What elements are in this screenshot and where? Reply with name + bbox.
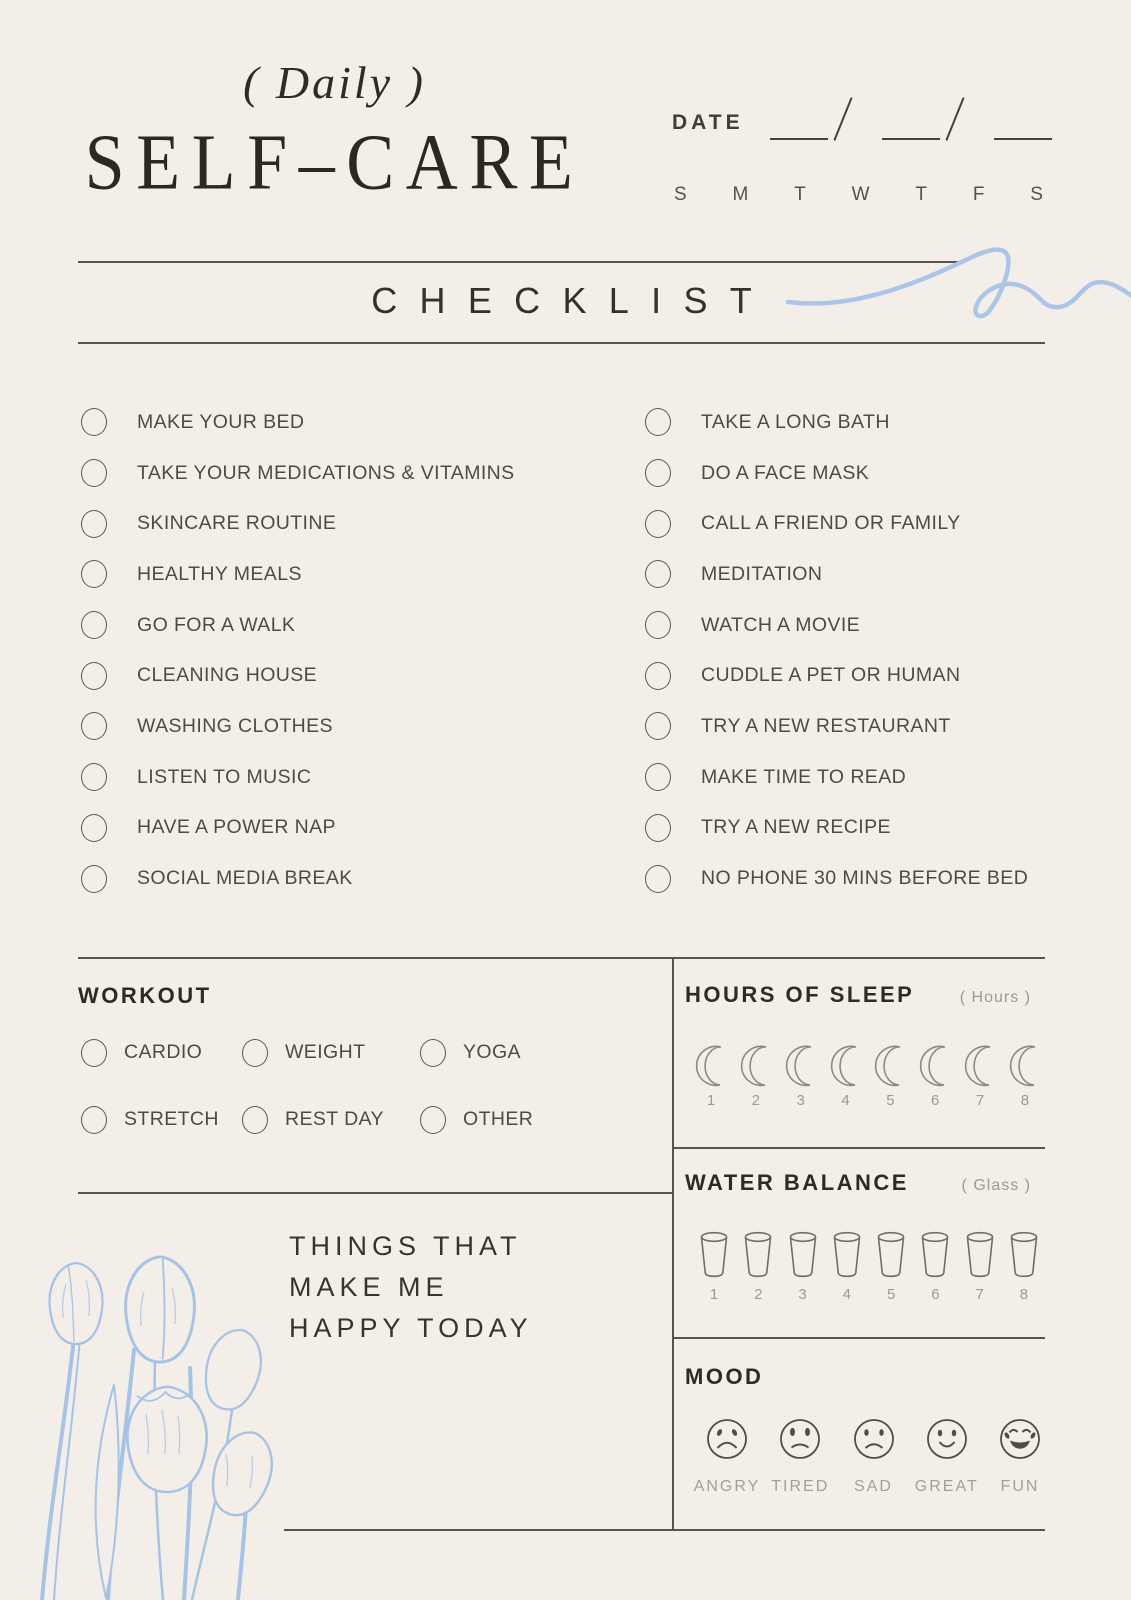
workout-option [239,1106,417,1134]
checklist-item-label: TRY A NEW RESTAURANT [701,714,951,737]
date-blank-month[interactable] [882,138,940,140]
checklist-item [642,650,1028,701]
water-scale-number: 3 [798,1286,807,1303]
checklist-item-label: MAKE YOUR BED [137,410,305,433]
mood-tracker [693,1417,1043,1496]
weekday[interactable]: S [1030,184,1044,205]
squiggle-decoration [778,238,1131,330]
sleep-water-divider [672,1147,1045,1149]
glass-icon[interactable] [698,1230,730,1285]
checklist-item [642,600,1028,651]
sleep-scale-number: 2 [751,1092,761,1109]
glass-icon[interactable] [919,1230,951,1285]
weekday-row [674,184,1044,206]
checklist-item-label: HAVE A POWER NAP [137,816,336,839]
checkbox-circle[interactable] [645,763,671,791]
checklist-item-label: HEALTHY MEALS [137,562,302,585]
checklist-item [642,701,1028,752]
checklist-item [78,650,515,701]
workout-option [239,1039,417,1067]
checkbox-circle[interactable] [81,408,107,436]
checkbox-circle[interactable] [645,712,671,740]
glass-icon[interactable] [875,1230,907,1285]
checklist-item-label: CUDDLE A PET OR HUMAN [701,664,961,687]
checklist-item-label: WATCH A MOVIE [701,613,861,636]
brand-subtitle: ( Daily ) [243,57,426,108]
water-scale-number: 8 [1019,1286,1029,1303]
weekday[interactable]: S [674,184,688,205]
date-blank-year[interactable] [994,138,1052,140]
glass-icon[interactable] [742,1230,774,1285]
date-blank-day[interactable] [770,138,828,140]
bottom-rule [284,1529,1045,1531]
checklist-item-label: NO PHONE 30 MINS BEFORE BED [701,867,1029,890]
checklist-item [642,549,1028,600]
sleep-scale-number: 7 [975,1092,985,1109]
moon-icon[interactable] [694,1044,728,1093]
sleep-header [685,982,1031,1008]
checkbox-circle[interactable] [242,1106,268,1134]
water-scale-number: 5 [886,1286,896,1303]
glass-icon[interactable] [787,1230,819,1285]
sleep-title: HOURS OF SLEEP [685,982,915,1007]
sleep-tracker [694,1044,1042,1093]
great-face-icon [925,1417,969,1466]
sleep-scale-number: 8 [1020,1092,1030,1109]
checkbox-circle[interactable] [81,763,107,791]
moon-icon[interactable] [739,1044,773,1093]
checkbox-circle[interactable] [645,510,671,538]
mood-option-label: FUN [1000,1478,1040,1495]
water-scale-number: 2 [754,1286,763,1303]
workout-option [78,1039,239,1067]
happy-line: HAPPY TODAY [289,1313,533,1343]
water-scale-number: 4 [842,1286,852,1303]
date-slash [833,97,852,140]
checklist-item-label: WASHING CLOTHES [137,714,333,737]
checklist-item [642,448,1028,499]
workout-option-label: STRETCH [124,1108,219,1130]
checklist-item-label: GO FOR A WALK [137,613,296,636]
workout-option-label: CARDIO [124,1041,203,1063]
checklist-item-label: LISTEN TO MUSIC [137,765,312,788]
happy-line: MAKE ME [289,1272,449,1302]
checkbox-circle[interactable] [645,814,671,842]
moon-icon[interactable] [918,1044,952,1093]
mood-option[interactable] [771,1417,830,1496]
weekday[interactable]: T [794,184,807,205]
checklist-item-label: TAKE A LONG BATH [701,410,890,433]
sleep-scale [694,1092,1042,1109]
water-mood-divider [672,1337,1045,1339]
checkbox-circle[interactable] [645,662,671,690]
weekday[interactable]: T [915,184,928,205]
happy-line: THINGS THAT [289,1231,522,1261]
moon-icon[interactable] [1008,1044,1042,1093]
checkbox-circle[interactable] [645,459,671,487]
checkbox-circle[interactable] [242,1039,268,1067]
sleep-scale-number: 3 [796,1092,805,1109]
date-field [672,92,1052,140]
checkbox-circle[interactable] [81,662,107,690]
lower-section-rule-top [78,957,1045,959]
checklist-item [78,397,515,448]
water-scale-number: 1 [709,1286,719,1303]
workout-option [417,1039,668,1067]
mood-option-label: GREAT [914,1478,979,1495]
column-divider [672,957,674,1530]
tulips-illustration [14,1202,278,1600]
moon-icon[interactable] [829,1044,863,1093]
checklist-item-label: CLEANING HOUSE [137,664,318,687]
page-title: SELF–CARE [84,118,585,207]
workout-option-label: OTHER [463,1108,534,1130]
weekday[interactable]: W [851,184,871,205]
sleep-scale-number: 1 [706,1092,716,1109]
checkbox-circle[interactable] [81,1106,107,1134]
mood-option-label: ANGRY [693,1478,761,1495]
weekday[interactable]: F [972,184,986,205]
checklist-item [78,498,515,549]
workout-option [417,1106,668,1134]
water-tracker [698,1230,1040,1285]
tired-face-icon [778,1417,822,1466]
checkbox-circle[interactable] [420,1039,446,1067]
sad-face-icon [852,1417,896,1466]
moon-icon[interactable] [873,1044,907,1093]
checklist-item [78,853,515,904]
checklist-item [642,498,1028,549]
water-scale-number: 6 [931,1286,940,1303]
water-scale-number: 7 [975,1286,984,1303]
checklist-item-label: MEDITATION [701,562,823,585]
date-slash [945,97,964,140]
sleep-scale-number: 6 [931,1092,940,1109]
mood-option-label: SAD [854,1478,893,1495]
checkbox-circle[interactable] [81,611,107,639]
checklist-heading: CHECKLIST [371,280,775,321]
workout-option-label: WEIGHT [285,1041,366,1063]
checklist-column-right [642,397,1028,904]
workout-options [78,1019,668,1153]
checkbox-circle[interactable] [645,865,671,893]
checkbox-circle[interactable] [645,611,671,639]
sleep-scale-number: 5 [886,1092,895,1109]
workout-title: WORKOUT [78,983,212,1008]
mood-option[interactable] [851,1417,897,1496]
checkbox-circle[interactable] [81,510,107,538]
weekday[interactable]: M [732,184,750,205]
checkbox-circle[interactable] [81,560,107,588]
mood-option-label: TIRED [771,1478,830,1495]
glass-icon[interactable] [964,1230,996,1285]
date-label: DATE [672,111,744,134]
checklist-item [78,600,515,651]
checkbox-circle[interactable] [81,814,107,842]
checklist-item [642,853,1028,904]
checklist-item-label: TRY A NEW RECIPE [701,816,891,839]
checkbox-circle[interactable] [420,1106,446,1134]
workout-option-label: REST DAY [285,1108,384,1130]
checkbox-circle[interactable] [81,865,107,893]
mood-option[interactable] [997,1417,1043,1496]
checklist-item-label: TAKE YOUR MEDICATIONS & VITAMINS [137,461,515,484]
mood-option[interactable] [914,1417,979,1496]
glass-icon[interactable] [1008,1230,1040,1285]
checklist-item [78,701,515,752]
heading-rule-bottom [78,342,1045,344]
checkbox-circle[interactable] [81,459,107,487]
moon-icon[interactable] [963,1044,997,1093]
sleep-unit: ( Hours ) [959,989,1031,1006]
checklist-item [78,803,515,854]
checklist-item [78,549,515,600]
water-unit: ( Glass ) [961,1177,1031,1194]
moon-icon[interactable] [784,1044,818,1093]
checklist-item [642,803,1028,854]
workout-option-label: YOGA [463,1041,521,1063]
checklist-item [642,397,1028,448]
water-scale [698,1286,1040,1303]
checklist-item-label: SOCIAL MEDIA BREAK [137,867,353,890]
water-header [685,1170,1031,1196]
checklist-item-label: MAKE TIME TO READ [701,765,907,788]
mood-option[interactable] [693,1417,761,1496]
mood-title: MOOD [685,1364,764,1389]
checkbox-circle[interactable] [645,408,671,436]
checklist-item-label: DO A FACE MASK [701,461,870,484]
workout-option [78,1106,239,1134]
sleep-scale-number: 4 [841,1092,850,1109]
checkbox-circle[interactable] [81,712,107,740]
water-title: WATER BALANCE [685,1170,909,1195]
glass-icon[interactable] [831,1230,863,1285]
checklist-column-left [78,397,515,904]
checklist-item-label: CALL A FRIEND OR FAMILY [701,512,961,535]
checklist-item [78,448,515,499]
checkbox-circle[interactable] [81,1039,107,1067]
workout-happy-divider [78,1192,674,1194]
happy-block [289,1226,533,1349]
checklist-item-label: SKINCARE ROUTINE [137,512,337,535]
angry-face-icon [705,1417,749,1466]
checklist-item [78,752,515,803]
checklist-item [642,752,1028,803]
brand-block [82,56,587,207]
checkbox-circle[interactable] [645,560,671,588]
fun-face-icon [998,1417,1042,1466]
